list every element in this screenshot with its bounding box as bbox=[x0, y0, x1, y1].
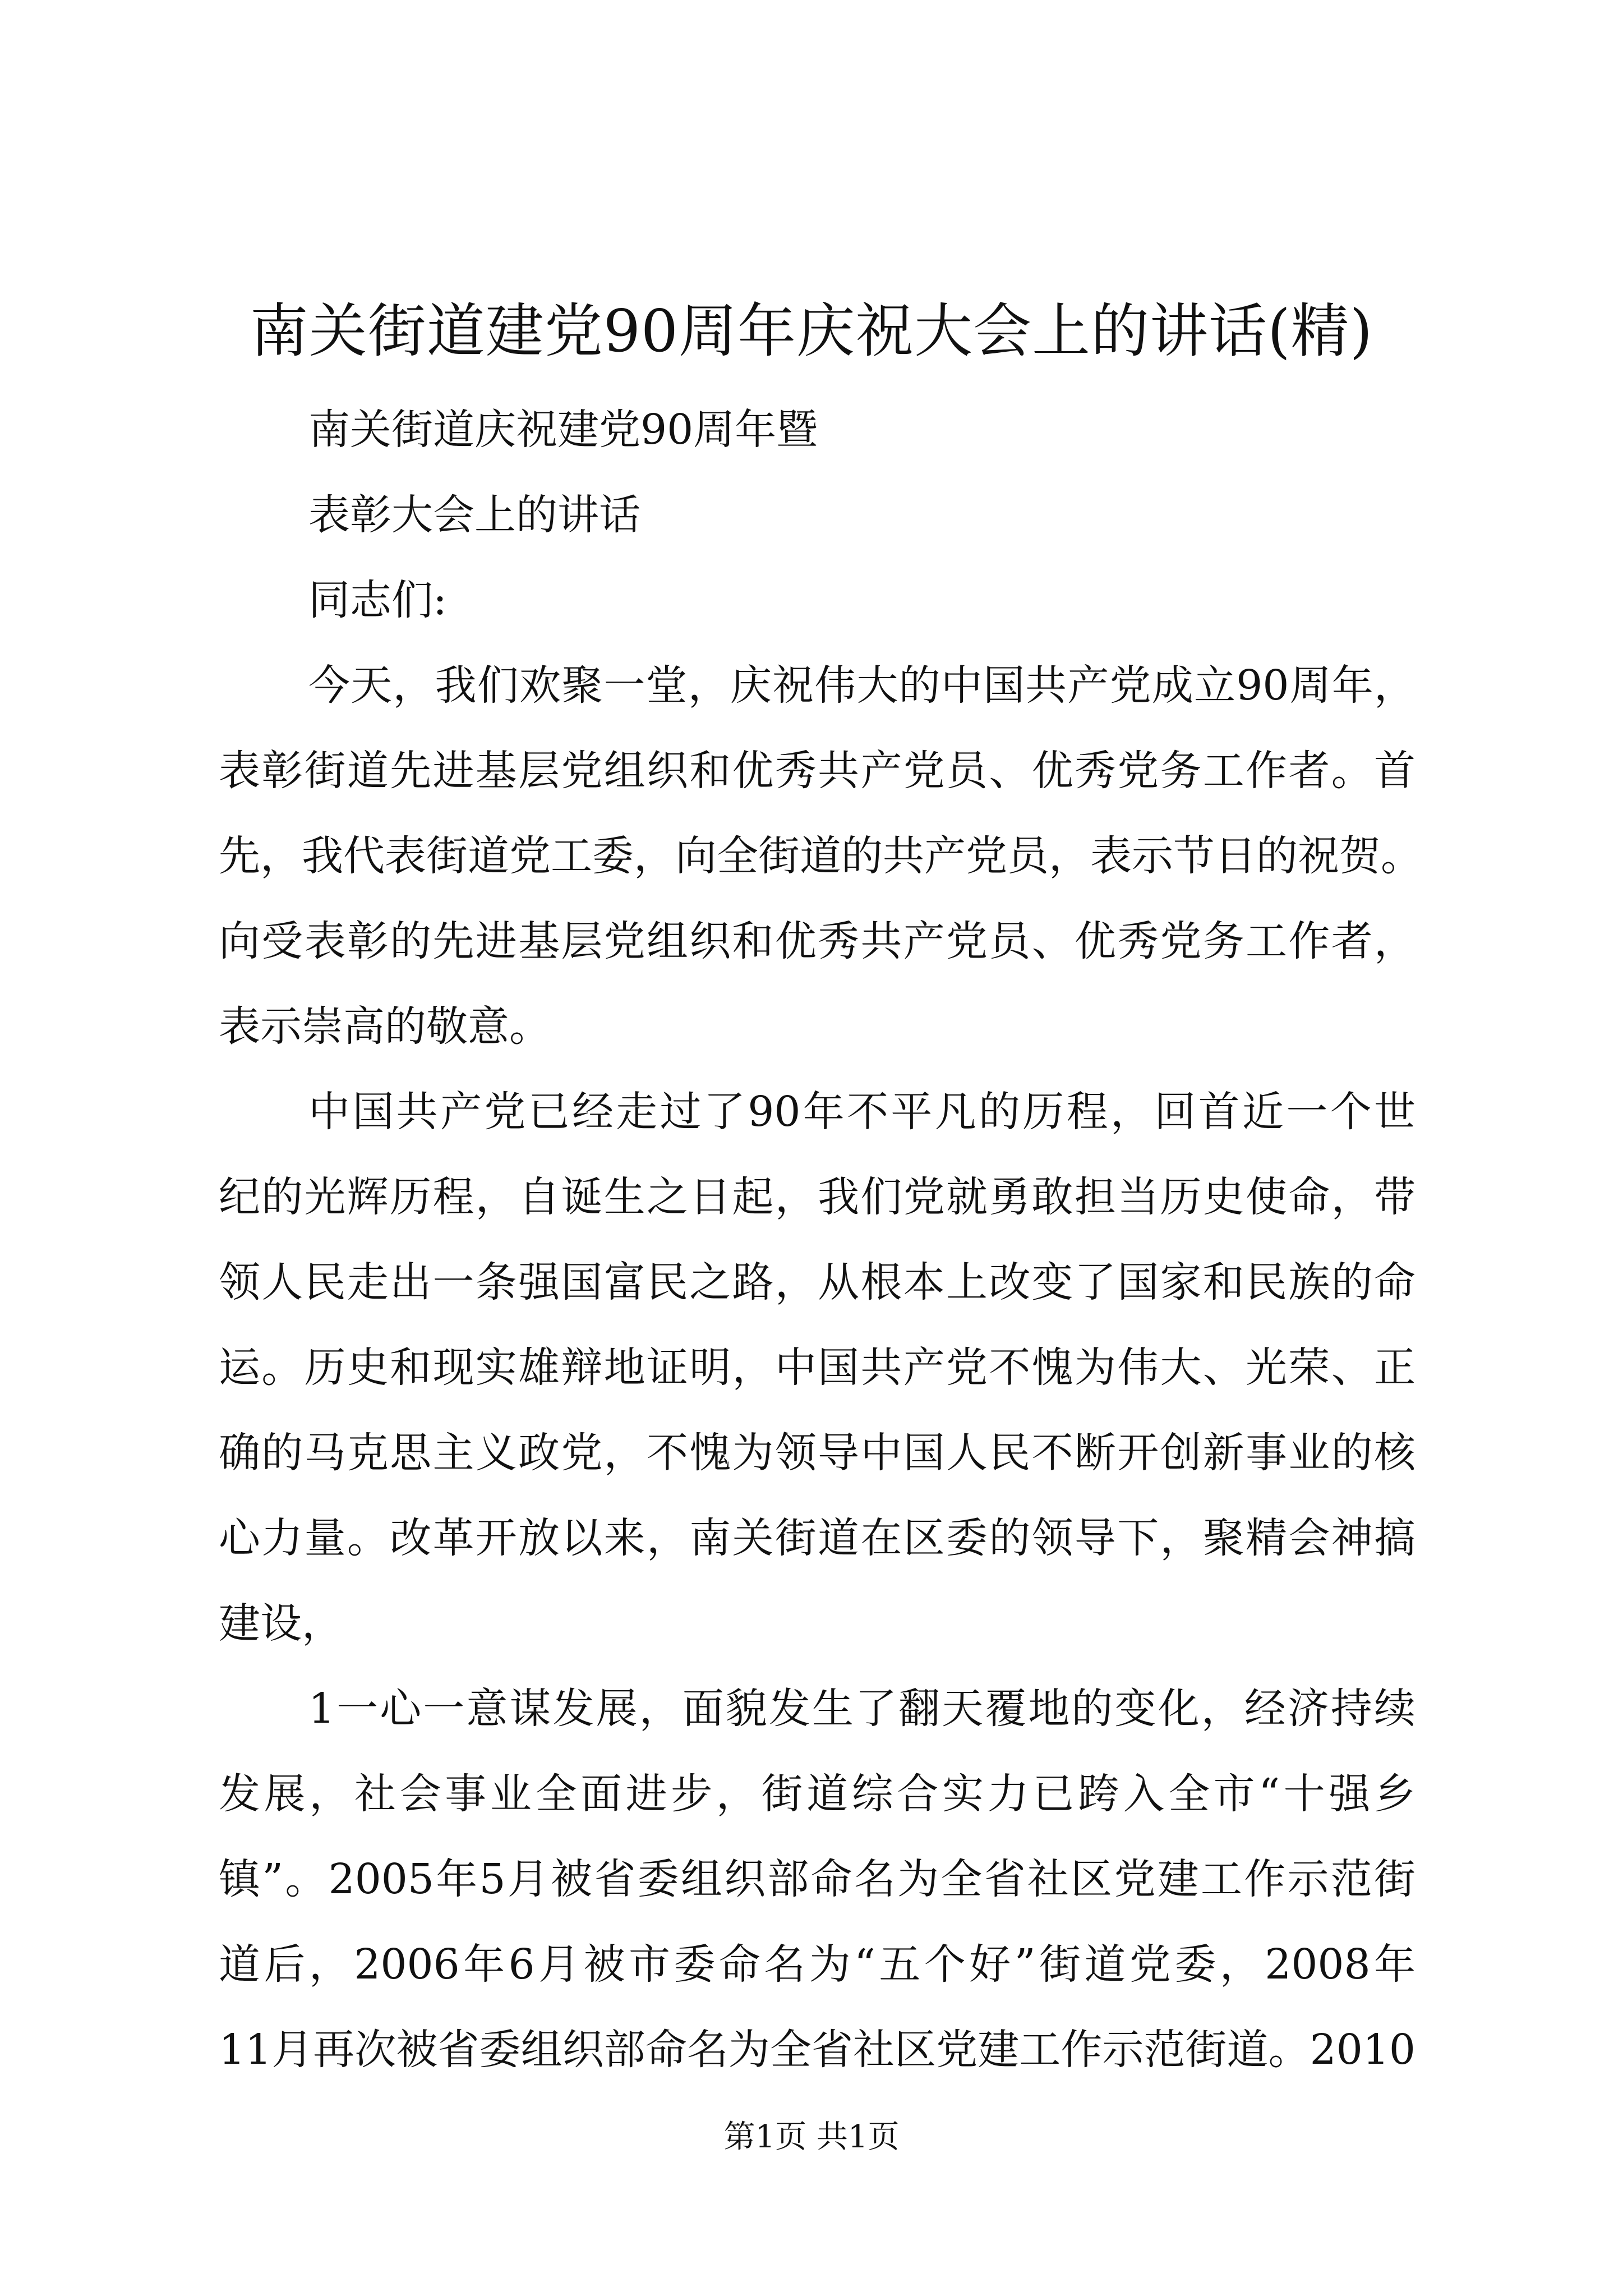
body-line: 确的马克思主义政党，不愧为领导中国人民不断开创新事业的核 bbox=[219, 1429, 1415, 1477]
body-line: 运。历史和现实雄辩地证明，中国共产党不愧为伟大、光荣、正 bbox=[219, 1343, 1415, 1392]
body-line: 发展，社会事业全面进步，街道综合实力已跨入全市“十强乡 bbox=[219, 1770, 1415, 1818]
body-line: 1一心一意谋发展，面貌发生了翻天覆地的变化，经济持续 bbox=[308, 1685, 1415, 1733]
body-line: 中国共产党已经走过了90年不平凡的历程，回首近一个世 bbox=[308, 1088, 1415, 1136]
body-line: 向受表彰的先进基层党组织和优秀共产党员、优秀党务工作者， bbox=[219, 917, 1415, 965]
body-line: 南关街道庆祝建党90周年暨 bbox=[308, 406, 818, 454]
body-line: 建设， bbox=[219, 1599, 343, 1648]
body-line: 道后，2006年6月被市委命名为“五个好”街道党委，2008年 bbox=[219, 1940, 1415, 1989]
body-line: 表彰街道先进基层党组织和优秀共产党员、优秀党务工作者。首 bbox=[219, 747, 1415, 795]
body-line: 纪的光辉历程，自诞生之日起，我们党就勇敢担当历史使命，带 bbox=[219, 1173, 1415, 1221]
body-line: 表示崇高的敬意。 bbox=[219, 1002, 551, 1051]
body-line: 同志们: bbox=[308, 576, 447, 624]
body-line: 镇”。2005年5月被省委组织部命名为全省社区党建工作示范街 bbox=[219, 1855, 1415, 1903]
body-line: 心力量。改革开放以来，南关街道在区委的领导下，聚精会神搞 bbox=[219, 1514, 1415, 1562]
body-line: 11月再次被省委组织部命名为全省社区党建工作示范街道。2010 bbox=[219, 2026, 1415, 2074]
body-line: 领人民走出一条强国富民之路，从根本上改变了国家和民族的命 bbox=[219, 1258, 1415, 1306]
page-footer: 第1页 共1页 bbox=[723, 2119, 900, 2155]
document-body bbox=[219, 387, 1422, 2092]
body-line: 先，我代表街道党工委，向全街道的共产党员，表示节日的祝贺。 bbox=[219, 832, 1422, 880]
body-line: 表彰大会上的讲话 bbox=[308, 491, 640, 539]
body-line: 今天，我们欢聚一堂，庆祝伟大的中国共产党成立90周年， bbox=[308, 661, 1415, 710]
document-title: 南关街道建党90周年庆祝大会上的讲话(精) bbox=[250, 297, 1373, 365]
